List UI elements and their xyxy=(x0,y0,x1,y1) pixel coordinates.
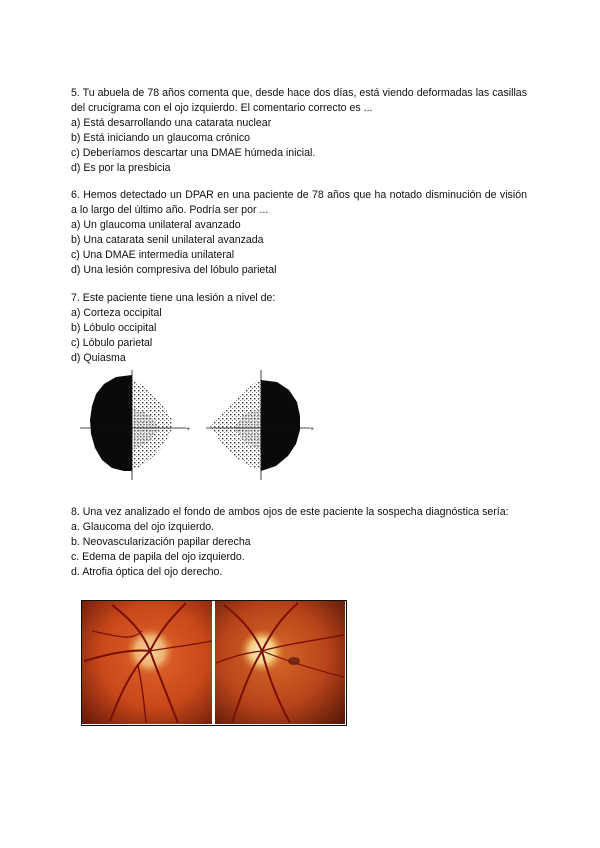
right-field-defect xyxy=(261,380,300,471)
option-c[interactable]: c. Edema de papila del ojo izquierdo. xyxy=(71,551,245,563)
right-eye-field xyxy=(206,370,314,480)
option-a[interactable]: a) Un glaucoma unilateral avanzado xyxy=(71,219,241,231)
option-b[interactable]: b) Está iniciando un glaucoma crónico xyxy=(71,132,251,144)
photo-divider xyxy=(212,601,215,724)
visual-field-svg xyxy=(74,370,324,480)
question-stem: 8. Una vez analizado el fondo de ambos ojos de este paciente la sospecha diagnóstica sería: xyxy=(71,506,509,518)
option-d[interactable]: d) Es por la presbicia xyxy=(71,162,171,174)
question-7 xyxy=(71,291,527,366)
option-c[interactable]: c) Una DMAE intermedia unilateral xyxy=(71,249,235,261)
option-b[interactable]: b) Lóbulo occipital xyxy=(71,322,157,334)
question-6 xyxy=(71,188,527,278)
option-d[interactable]: d) Una lesión compresiva del lóbulo parietal xyxy=(71,264,277,276)
option-a[interactable]: a) Corteza occipital xyxy=(71,307,162,319)
visual-field-figure xyxy=(74,370,324,480)
fundus-photos xyxy=(81,600,347,726)
question-stem: 6. Hemos detectado un DPAR en una paciente de 78 años que ha notado disminución de visión a lo largo del último año. Podría ser por ... xyxy=(71,189,527,216)
fundus-svg xyxy=(82,601,345,724)
fundus-left-eye xyxy=(82,601,212,724)
left-eye-field xyxy=(80,370,190,480)
option-c[interactable]: c) Lóbulo parietal xyxy=(71,337,153,349)
option-b[interactable]: b. Neovascularización papilar derecha xyxy=(71,536,251,548)
option-a[interactable]: a) Está desarrollando una catarata nuclear xyxy=(71,117,272,129)
option-c[interactable]: c) Deberíamos descartar una DMAE húmeda inicial. xyxy=(71,147,316,159)
right-axis-marker: + xyxy=(310,426,315,433)
question-stem: 7. Este paciente tiene una lesión a nivel de: xyxy=(71,292,276,304)
option-a[interactable]: a. Glaucoma del ojo izquierdo. xyxy=(71,521,215,533)
option-d[interactable]: d. Atrofia óptica del ojo derecho. xyxy=(71,566,223,578)
left-axis-marker: + xyxy=(186,426,191,433)
option-d[interactable]: d) Quiasma xyxy=(71,352,126,364)
option-b[interactable]: b) Una catarata senil unilateral avanzada xyxy=(71,234,264,246)
question-stem: 5. Tu abuela de 78 años comenta que, desde hace dos días, está viendo deformadas las casillas del crucigrama con el ojo izquierdo. El comentario correcto es ... xyxy=(71,87,527,114)
question-5 xyxy=(71,86,527,176)
left-field-defect xyxy=(90,375,132,471)
question-8 xyxy=(71,505,527,580)
fundus-right-eye xyxy=(215,601,345,724)
